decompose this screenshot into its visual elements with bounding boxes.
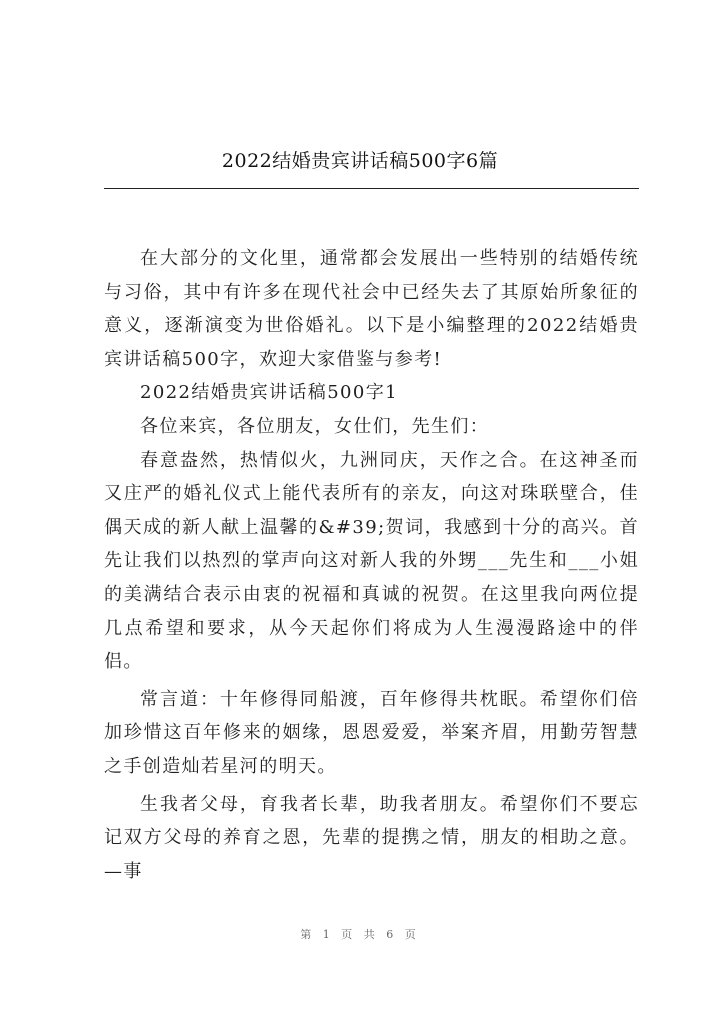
body-paragraph: 春意盎然，热情似火，九洲同庆，天作之合。在这神圣而又庄严的婚礼仪式上能代表所有的亲友，向这对珠联壁合，佳偶天成的新人献上温馨的&#39;贺词，我感到十分的高兴。首先让我们以热烈的掌声向这对新人我的外甥___先生和___小姐的美满结合表示由衷的祝福和真诚的祝贺。在这里我向两位提几点希望和要求，从今天起你们将成为人生漫漫路途中的伴侣。 xyxy=(104,449,639,673)
section-heading: 2022结婚贵宾讲话稿500字1 xyxy=(140,382,399,404)
intro-paragraph: 在大部分的文化里，通常都会发展出一些特别的结婚传统与习俗，其中有许多在现代社会中已经失去了其原始所象征的意义，逐渐演变为世俗婚礼。以下是小编整理的2022结婚贵宾讲话稿500字，欢迎大家借鉴与参考! xyxy=(104,248,639,370)
greeting-paragraph: 各位来宾，各位朋友，女仕们，先生们： xyxy=(140,415,490,437)
document-body xyxy=(104,242,639,888)
document-title: 2022结婚贵宾讲话稿500字6篇 xyxy=(221,150,499,172)
page-number-footer: 第 1 页 共 6 页 xyxy=(300,928,420,941)
title-underline xyxy=(104,188,639,189)
body-paragraph: 常言道：十年修得同船渡，百年修得共枕眠。希望你们倍加珍惜这百年修来的姻缘，恩恩爱爱，举案齐眉，用勤劳智慧之手创造灿若星河的明天。 xyxy=(104,688,639,777)
body-paragraph: 生我者父母，育我者长辈，助我者朋友。希望你们不要忘记双方父母的养育之恩，先辈的提携之情，朋友的相助之意。—事 xyxy=(104,793,639,882)
